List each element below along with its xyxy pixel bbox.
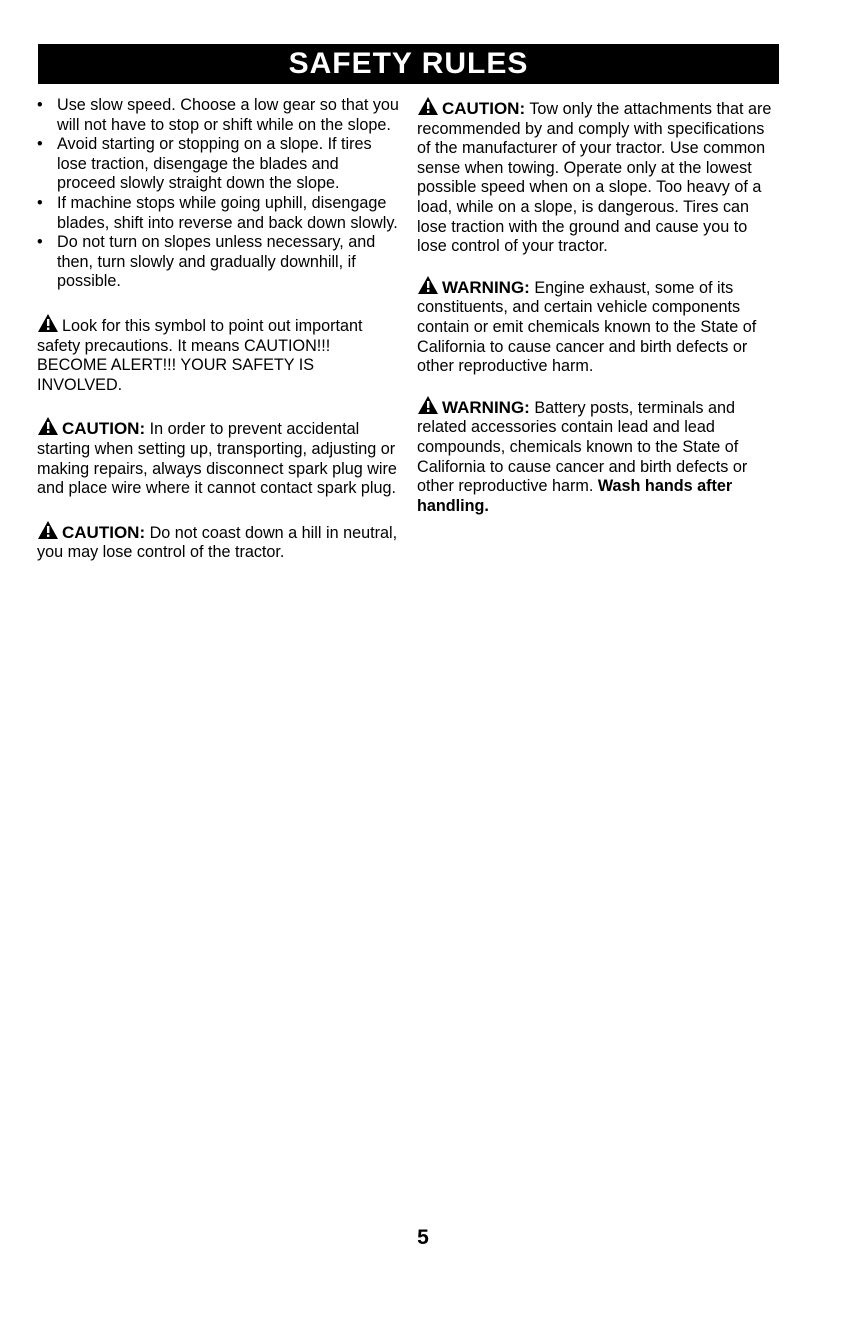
slope-rules-list [37, 96, 401, 292]
caution-text: Do not coast down a hill in neutral, you may lose control of the tractor. [37, 523, 398, 562]
left-column [37, 96, 401, 563]
caution-label: CAUTION: [62, 522, 146, 542]
symbol-note [37, 313, 401, 395]
warning-triangle-icon [417, 96, 439, 116]
warning-engine-exhaust [417, 275, 777, 377]
warning-label: WARNING: [442, 277, 530, 297]
wash-hands-notice: Wash hands after handling. [417, 477, 733, 515]
list-item: • Use slow speed. Choose a low gear so that you will not have to stop or shift while on the slope. [37, 96, 401, 135]
caution-label: CAUTION: [442, 99, 526, 118]
list-item: • Avoid starting or stopping on a slope. If tires lose traction, disengage the blades and proceed slowly straight down the slope. [37, 135, 401, 194]
warning-triangle-icon [417, 275, 439, 295]
page-number: 5 [417, 1226, 429, 1249]
caution-towing [417, 96, 777, 257]
symbol-note-text: Look for this symbol to point out important safety precautions. It means CAUTION!!! BECOME ALERT!!! YOUR SAFETY IS INVOLVED. [37, 316, 363, 394]
warning-label: WARNING: [442, 397, 530, 417]
list-item: • Do not turn on slopes unless necessary, and then, turn slowly and gradually downhill, if possible. [37, 233, 401, 292]
list-item: • If machine stops while going uphill, disengage blades, shift into reverse and back down slowly. [37, 194, 401, 233]
warning-triangle-icon [37, 416, 59, 436]
warning-triangle-icon [37, 520, 59, 540]
warning-text: Engine exhaust, some of its constituents, and certain vehicle components contain or emit chemicals known to the State of California to cause cancer and birth defects or other reproductive harm. [417, 278, 757, 376]
warning-triangle-icon [37, 313, 59, 333]
right-column [417, 96, 777, 516]
caution-coast-downhill [37, 520, 401, 563]
caution-text: In order to prevent accidental starting when setting up, transporting, adjusting or making repairs, always disconnect spark plug wire and place wire where it cannot contact spark plug. [37, 420, 397, 498]
caution-text: Tow only the attachments that are recommended by and comply with specifications of the manufacturer of your tractor. Use common sense when towing. Operate only at the lowest possible speed when on a slope. Too heavy of a load, while on a slope, is dangerous. Tires can lose traction with the ground and cause you to lose control of your tractor. [417, 100, 772, 256]
page-title: SAFETY RULES [38, 44, 779, 84]
warning-text: Battery posts, terminals and related accessories contain lead and lead compounds, chemicals known to the State of California to cause cancer and birth defects or other reproductive harm. [417, 398, 748, 496]
caution-label: CAUTION: [62, 419, 146, 439]
warning-battery-lead [417, 395, 777, 517]
caution-disconnect-spark-plug [37, 416, 401, 498]
warning-triangle-icon [417, 395, 439, 415]
